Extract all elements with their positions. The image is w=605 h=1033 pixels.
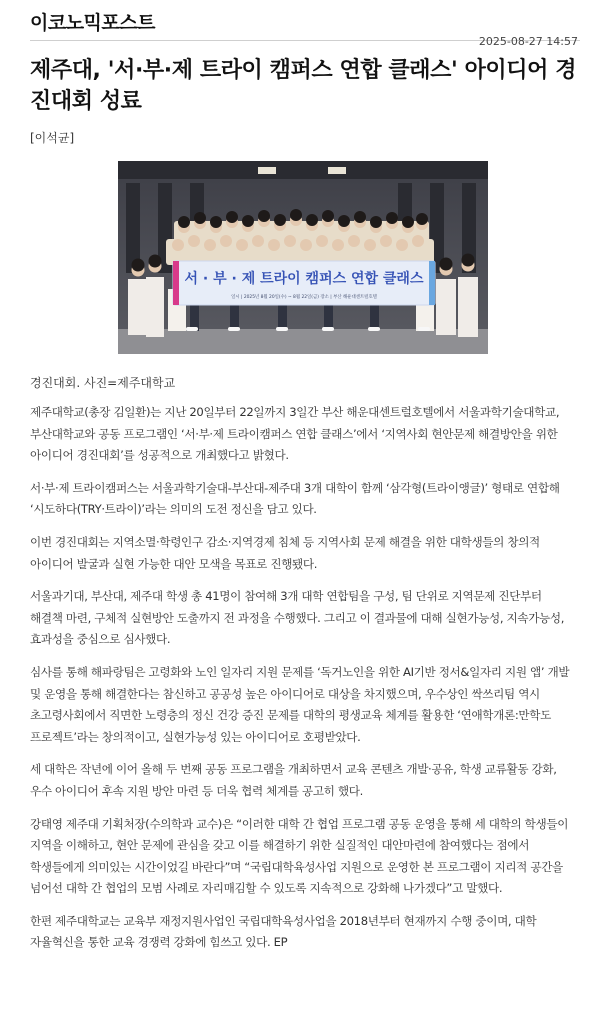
paragraph: 한편 제주대학교는 교육부 재정지원사업인 국립대학육성사업을 2018년부터 현재까지 수행 중이며, 대학 자율혁신을 통한 교육 경쟁력 강화에 힘쓰고 있다. EP: [30, 913, 537, 950]
banner-title: 서 · 부 · 제 트라이 캠퍼스 연합 클래스: [184, 271, 424, 287]
article-photo: [118, 161, 488, 354]
paragraph: 이번 경진대회는 지역소멸·학령인구 감소·지역경제 침체 등 지역사회 문제 해결을 위한 대학생들의 창의적 아이디어 발굴과 실현 가능한 대안 모색을 목표로 진행됐다.: [30, 534, 540, 571]
article-author: [이석균]: [30, 131, 75, 145]
paragraph: 서·부·제 트라이캠퍼스는 서울과학기술대-부산대-제주대 3개 대학이 함께 ‘삼각형(트라이앵글)’ 형태로 연합해 ‘시도하다(TRY·트라이)’라는 의미의 도전 정신을 담고 있다.: [30, 480, 560, 517]
paragraph: 제주대학교(총장 김일환)는 지난 20일부터 22일까지 3일간 부산 해운대센트럴호텔에서 서울과학기술대학교, 부산대학교와 공동 프로그램인 ‘서·부·제 트라이캠퍼스 연합 클래스’에서 ‘지역사회 현안문제 해결방안을 위한 아이디어 경진대회’를 성공적으로 개최했다고 밝혔다.: [30, 405, 560, 463]
paragraph: 심사를 통해 해파랑팀은 고령화와 노인 일자리 지원 문제를 ‘독거노인을 위한 AI기반 정서&일자리 지원 앱’ 개발 및 운영을 통해 해결한다는 참신하고 공공성 높은 아이디어로 대상을 차지했으며, 우수상인 싹쓰리팀 역시 초고령사회에서 직면한 노령층의 정신 건강 증진 문제를 대학의 평생교육 체계를 활용한 ‘연애학개론:만학도 프로젝트’라는 창의적이고, 실현가능성 있는 아이디어로 호평받았다.: [30, 664, 570, 744]
paragraph: 세 대학은 작년에 이어 올해 두 번째 공동 프로그램을 개최하면서 교육 콘텐츠 개발·공유, 학생 교류활동 강화, 우수 아이디어 후속 지원 방안 마련 등 더욱 협력 체계를 공고히 했다.: [30, 762, 557, 798]
article-title: 제주대, '서·부·제 트라이 캠퍼스 연합 클래스' 아이디어 경진대회 성료: [30, 58, 577, 114]
photo-caption: 경진대회. 사진=제주대학교: [30, 376, 176, 390]
banner-meta: 일시 | 2025년 8월 20일(수) ~ 8월 22일(금) 장소 | 부산 해운대센트럴호텔: [231, 295, 377, 300]
paragraph: 서울과기대, 부산대, 제주대 학생 총 41명이 참여해 3개 대학 연합팀을 구성, 팀 단위로 지역문제 진단부터 해결책 마련, 구체적 실현방안 도출까지 전 과정을 수행했다. 그리고 이 결과물에 대해 실현가능성, 지속가능성, 효과성을 중심으로 심사했다.: [30, 589, 565, 647]
site-logo[interactable]: 이코노믹포스트: [30, 12, 155, 34]
article-date: 2025-08-27 14:57: [478, 35, 578, 48]
article-body: [30, 402, 572, 965]
paragraph: 강태영 제주대 기획처장(수의학과 교수)은 “이러한 대학 간 협업 프로그램 공동 운영을 통해 세 대학의 학생들이 지역을 이해하고, 현안 문제에 관심을 갖고 이를 해결하기 위한 실질적인 대안마련에 참여했다는 점에서 학생들에게 의미있는 시간이었길 바란다”며 “국립대학육성사업 지원으로 운영한 본 프로그램이 지리적 공간을 넘어선 대학 간 협업의 모범 사례로 자리매김할 수 있도록 지속적으로 강화해 나가겠다”고 말했다.: [30, 816, 569, 896]
